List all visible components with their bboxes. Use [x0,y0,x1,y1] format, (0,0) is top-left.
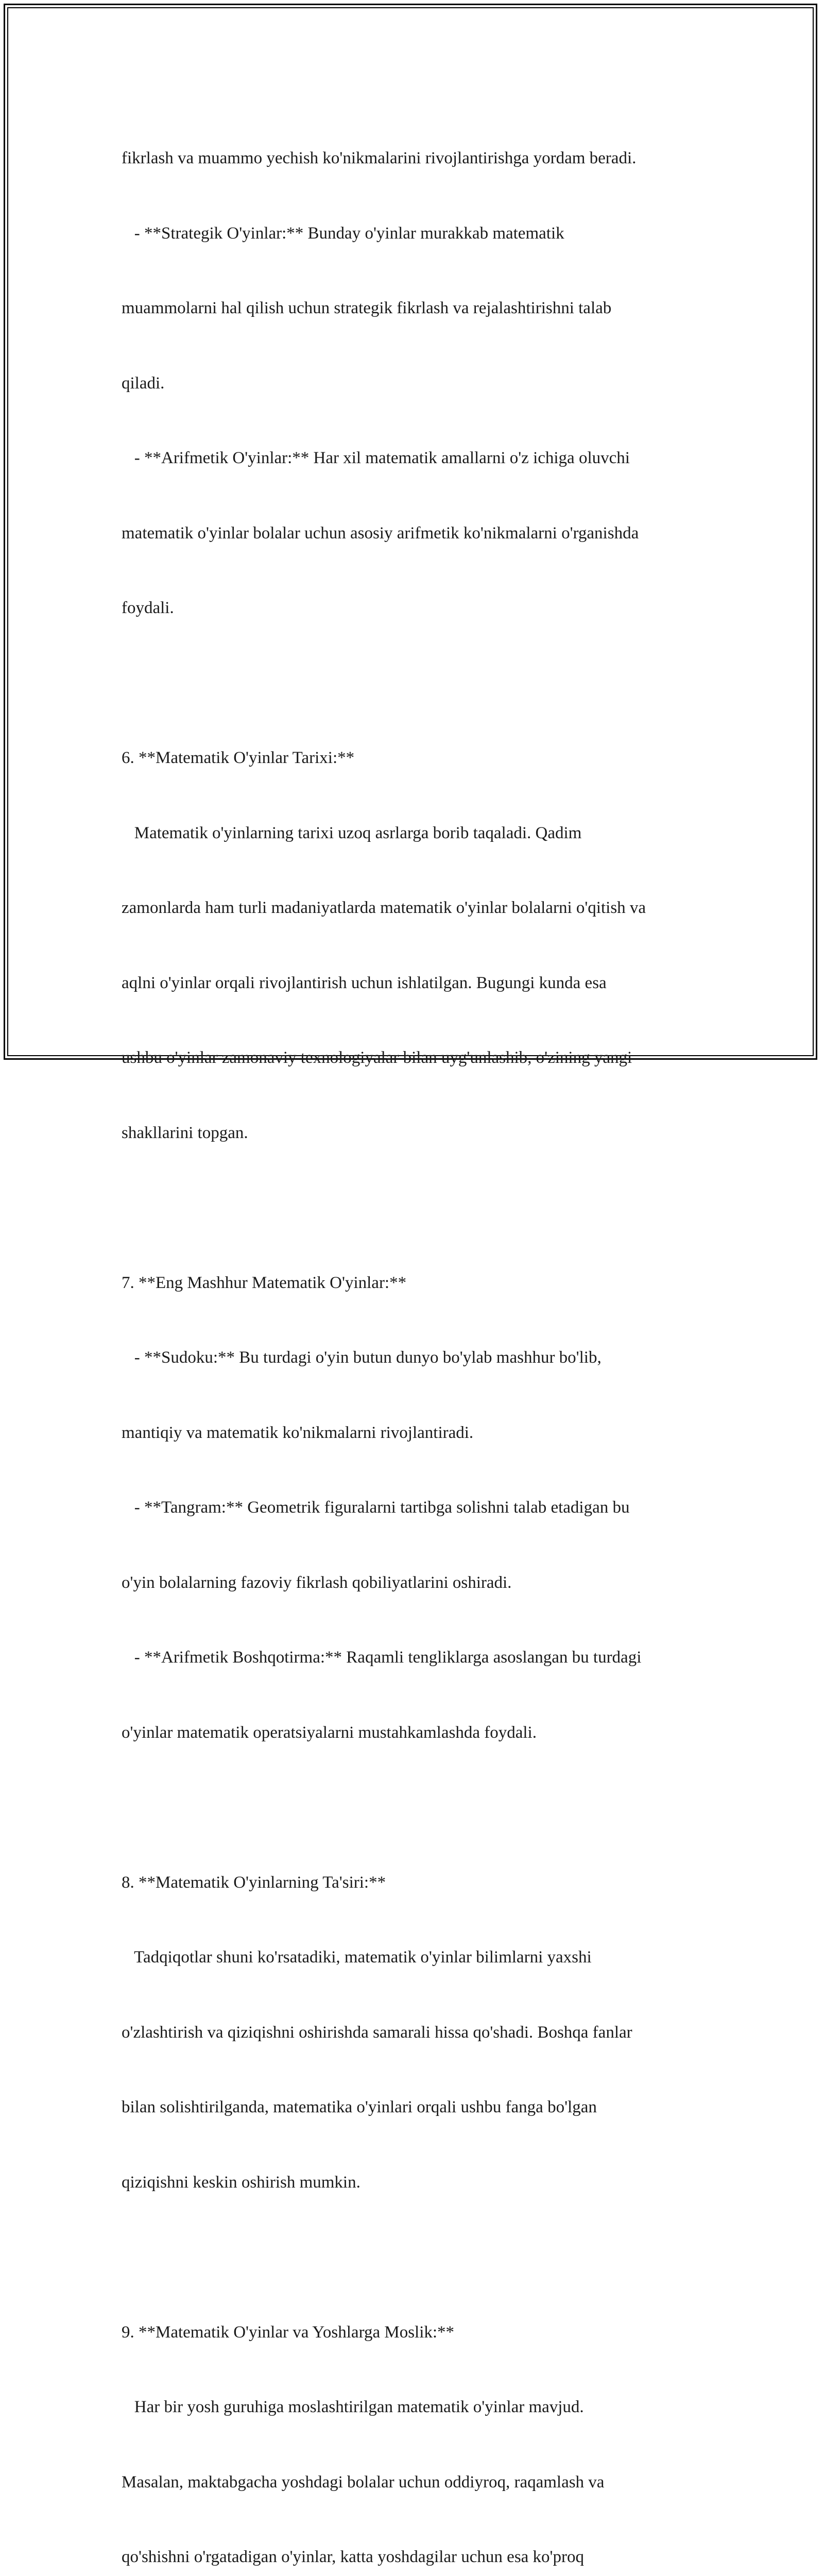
text-line: aqlni o'yinlar orqali rivojlantirish uchun ishlatilgan. Bugungi kunda esa [122,973,607,992]
blank-line [122,2245,719,2270]
text-line: matematik o'yinlar bolalar uchun asosiy arifmetik ko'nikmalarni o'rganishda [122,523,639,543]
text-line: zamonlarda ham turli madaniyatlarda matematik o'yinlar bolalarni o'qitish va [122,899,646,917]
document-body [122,96,719,2576]
text-line: qo'shishni o'rgatadigan o'yinlar, katta yoshdagilar uchun esa ko'proq [122,2548,584,2566]
text-line: - **Tangram:** Geometrik figuralarni tartibga solishni talab etadigan bu [122,1498,630,1517]
text-line: Matematik o'yinlarning tarixi uzoq asrlarga borib taqaladi. Qadim [122,823,582,842]
section-heading: 8. **Matematik O'yinlarning Ta'siri:** [122,1873,386,1892]
text-line: - **Sudoku:** Bu turdagi o'yin butun dunyo bo'ylab mashhur bo'lib, [122,1348,602,1367]
blank-line [122,1195,719,1221]
text-line: - **Strategik O'yinlar:** Bunday o'yinlar murakkab matematik [122,224,564,243]
text-line: o'zlashtirish va qiziqishni oshirishda samarali hissa qo'shadi. Boshqa fanlar [122,2023,632,2042]
text-line: qiladi. [122,374,165,393]
section-heading: 7. **Eng Mashhur Matematik O'yinlar:** [122,1273,407,1292]
text-line: shakllarini topgan. [122,1123,248,1142]
text-line: fikrlash va muammo yechish ko'nikmalarini rivojlantirishga yordam beradi. [122,149,637,167]
text-line: - **Arifmetik Boshqotirma:** Raqamli tengliklarga asoslangan bu turdagi [122,1648,642,1667]
text-line: - **Arifmetik O'yinlar:** Har xil matematik amallarni o'z ichiga oluvchi [122,449,630,467]
blank-line [122,671,719,696]
text-line: qiziqishni keskin oshirish mumkin. [122,2173,360,2192]
text-line: Tadqiqotlar shuni ko'rsatadiki, matematik o'yinlar bilimlarni yaxshi [122,1948,592,1967]
section-heading: 9. **Matematik O'yinlar va Yoshlarga Moslik:** [122,2323,455,2342]
section-heading: 6. **Matematik O'yinlar Tarixi:** [122,749,355,767]
blank-line [122,1795,719,1820]
text-line: o'yinlar matematik operatsiyalarni mustahkamlashda foydali. [122,1723,537,1742]
text-line: o'yin bolalarning fazoviy fikrlash qobiliyatlarini oshiradi. [122,1573,512,1592]
text-line: Har bir yosh guruhiga moslashtirilgan matematik o'yinlar mavjud. [122,2398,584,2416]
text-line: ushbu o'yinlar zamonaviy texnologiyalar bilan uyg'unlashib, o'zining yangi [122,1048,632,1067]
text-line: muammolarni hal qilish uchun strategik fikrlash va rejalashtirishni talab [122,299,612,317]
text-line: mantiqiy va matematik ko'nikmalarni rivojlantiradi. [122,1423,474,1442]
text-line: bilan solishtirilganda, matematika o'yinlari orqali ushbu fanga bo'lgan [122,2098,597,2116]
text-line: foydali. [122,599,174,617]
text-line: Masalan, maktabgacha yoshdagi bolalar uchun oddiyroq, raqamlash va [122,2472,605,2492]
